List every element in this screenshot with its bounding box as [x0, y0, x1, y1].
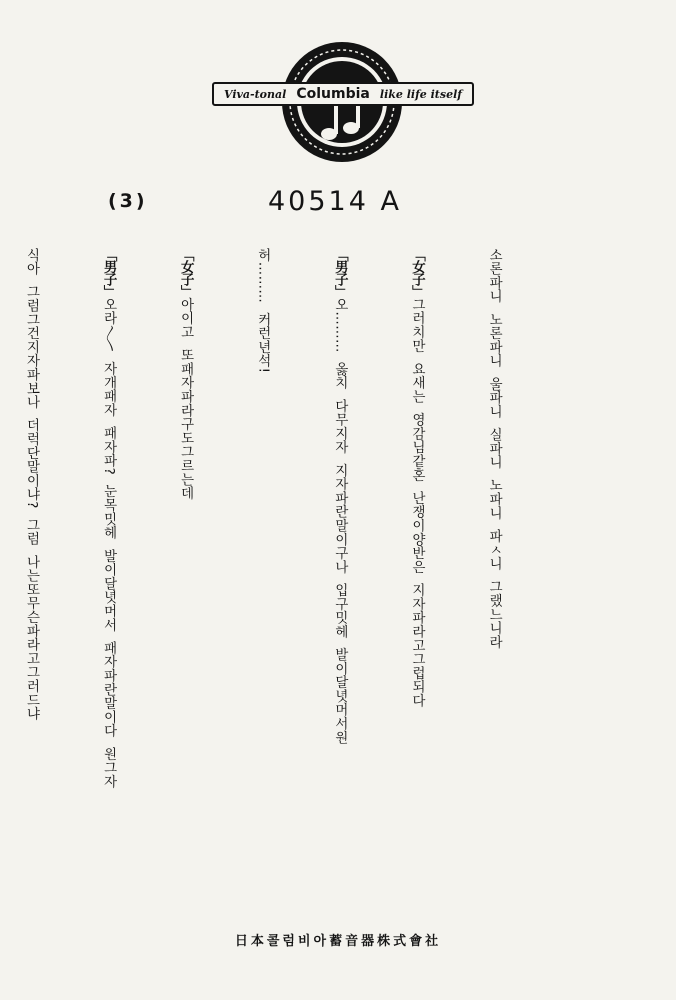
page-number: (3): [108, 190, 148, 212]
lyric-text: 아이고 또패자파라구도그르는데: [178, 297, 194, 501]
lyric-line: [18, 248, 44, 903]
speaker-label: 「男子」: [101, 248, 117, 298]
speaker-label: 「女子」: [178, 248, 194, 298]
columbia-logo: [208, 40, 478, 170]
lyric-text: 소론파니 노론파니 울파니 실파니 노파니 파ㅅ니 그랬느니라: [486, 248, 502, 649]
lyric-line: [250, 248, 276, 903]
lyric-line: [172, 248, 198, 903]
lyric-line: [327, 248, 353, 903]
lyric-text: 오라〳〵 자개패자 패자파? 눈목밋헤 발이달녓머서 패자파란말이다 원그자: [101, 297, 117, 789]
logo-ribbon: [212, 82, 474, 106]
lyric-text: 오……… 옳치 다무지자 지자파란말이구나 입구밋헤 발이달녓머서원: [332, 297, 348, 745]
lyric-text: 그러치만 요새는 영감님같혼 난쟁이양반은 지자파라고그럽되다: [409, 297, 425, 708]
lyric-line: [95, 248, 121, 903]
lyric-text: 식아 그럼그건지자파보나 더럭단말이냐? 그럼 나는또무슨파라고그러드냐: [23, 248, 39, 721]
lyric-line: [481, 248, 507, 903]
lyrics-body: [23, 248, 558, 903]
publisher-footer: 日本콜럼비아蓄音器株式會社: [234, 934, 442, 949]
speaker-label: 「男子」: [332, 248, 348, 298]
brand-name: Columbia: [296, 86, 370, 102]
ribbon-right-text: like life itself: [379, 87, 462, 101]
speaker-label: 「女子」: [409, 248, 425, 298]
lyric-line: [404, 248, 430, 903]
ribbon-left-text: Viva-tonal: [224, 87, 287, 101]
lyric-text: 허……… 커런년석!: [255, 248, 271, 374]
record-number: 40514 A: [268, 186, 402, 217]
